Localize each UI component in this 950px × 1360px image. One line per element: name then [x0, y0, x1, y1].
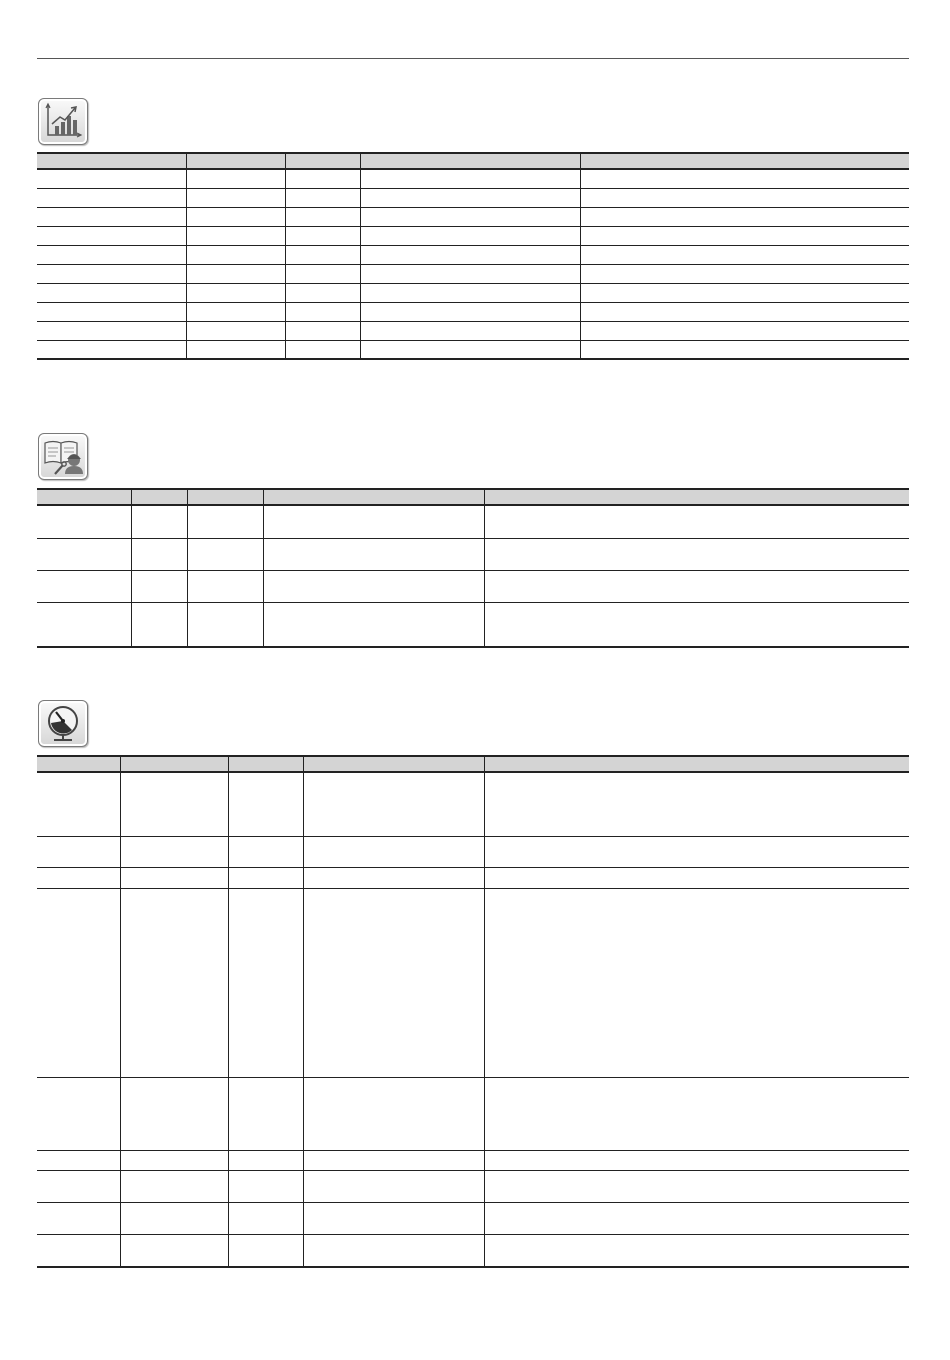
- table-cell: [303, 1077, 484, 1150]
- table-row: [37, 207, 909, 226]
- table3-header-2: [120, 756, 228, 772]
- table-cell: [263, 538, 484, 570]
- table-row: [37, 836, 909, 867]
- table-cell: [360, 226, 580, 245]
- table3-header-1: [37, 756, 120, 772]
- table-cell: [228, 867, 303, 888]
- table-cell: [484, 1077, 909, 1150]
- table-row: [37, 1150, 909, 1170]
- table-cell: [484, 888, 909, 1077]
- table-row: [37, 1234, 909, 1267]
- table1-header-2: [186, 153, 285, 169]
- table-cell: [131, 538, 187, 570]
- top-rule: [37, 58, 909, 59]
- table-cell: [37, 1150, 120, 1170]
- table-cell: [228, 836, 303, 867]
- table-cell: [120, 1150, 228, 1170]
- table-cell: [484, 836, 909, 867]
- table-cell: [303, 772, 484, 836]
- table-cell: [285, 207, 360, 226]
- table-cell: [186, 283, 285, 302]
- table-row: [37, 226, 909, 245]
- chart-growth-icon: [38, 98, 88, 145]
- table-cell: [303, 867, 484, 888]
- table-cell: [228, 888, 303, 1077]
- table-row: [37, 570, 909, 602]
- data-table-3: [37, 755, 909, 1268]
- table-cell: [360, 245, 580, 264]
- table-cell: [580, 207, 909, 226]
- table-cell: [186, 207, 285, 226]
- table-cell: [37, 226, 186, 245]
- table-cell: [120, 836, 228, 867]
- table3-header-4: [303, 756, 484, 772]
- table-cell: [120, 1234, 228, 1267]
- table-cell: [37, 570, 131, 602]
- table-row: [37, 867, 909, 888]
- table-cell: [484, 1150, 909, 1170]
- table-cell: [580, 245, 909, 264]
- table-cell: [37, 538, 131, 570]
- table-row: [37, 245, 909, 264]
- table-cell: [37, 340, 186, 359]
- table-cell: [484, 1170, 909, 1202]
- table-cell: [303, 1150, 484, 1170]
- table-cell: [131, 602, 187, 647]
- table-cell: [360, 302, 580, 321]
- table-row: [37, 888, 909, 1077]
- table-cell: [186, 340, 285, 359]
- data-table-2: [37, 488, 909, 648]
- table-cell: [37, 1077, 120, 1150]
- table-row: [37, 538, 909, 570]
- table-cell: [37, 888, 120, 1077]
- table-cell: [484, 538, 909, 570]
- table-cell: [285, 226, 360, 245]
- table-cell: [484, 1202, 909, 1234]
- table2-header-2: [131, 489, 187, 505]
- table-cell: [37, 1202, 120, 1234]
- table-cell: [285, 188, 360, 207]
- table-cell: [187, 570, 263, 602]
- table-cell: [285, 245, 360, 264]
- table-cell: [228, 772, 303, 836]
- table-cell: [120, 1077, 228, 1150]
- table-row: [37, 602, 909, 647]
- table-cell: [37, 302, 186, 321]
- table-cell: [37, 1234, 120, 1267]
- table-cell: [37, 602, 131, 647]
- table-cell: [131, 570, 187, 602]
- table-row: [37, 1202, 909, 1234]
- table-cell: [120, 772, 228, 836]
- table1-header-5: [580, 153, 909, 169]
- table-cell: [37, 505, 131, 538]
- table-cell: [37, 245, 186, 264]
- table-cell: [186, 188, 285, 207]
- table-row: [37, 264, 909, 283]
- table-cell: [484, 772, 909, 836]
- table-cell: [303, 888, 484, 1077]
- table-row: [37, 1170, 909, 1202]
- table-cell: [580, 169, 909, 188]
- table-cell: [580, 321, 909, 340]
- table-cell: [187, 602, 263, 647]
- table-cell: [580, 302, 909, 321]
- table-cell: [484, 1234, 909, 1267]
- table-row: [37, 321, 909, 340]
- table-cell: [131, 505, 187, 538]
- table-cell: [360, 264, 580, 283]
- table-cell: [37, 867, 120, 888]
- table-cell: [484, 505, 909, 538]
- table-cell: [303, 1202, 484, 1234]
- table-cell: [303, 1234, 484, 1267]
- table-row: [37, 169, 909, 188]
- table-cell: [580, 283, 909, 302]
- table1-header-4: [360, 153, 580, 169]
- table-cell: [37, 169, 186, 188]
- table-cell: [187, 505, 263, 538]
- table-cell: [120, 1170, 228, 1202]
- table-cell: [580, 188, 909, 207]
- table-cell: [580, 340, 909, 359]
- table-cell: [360, 188, 580, 207]
- table-cell: [228, 1170, 303, 1202]
- table-row: [37, 772, 909, 836]
- table-row: [37, 1077, 909, 1150]
- table-cell: [228, 1077, 303, 1150]
- table-cell: [285, 340, 360, 359]
- table-cell: [37, 283, 186, 302]
- table-cell: [37, 264, 186, 283]
- table-cell: [285, 283, 360, 302]
- table-cell: [484, 602, 909, 647]
- table-cell: [360, 340, 580, 359]
- table1-header-1: [37, 153, 186, 169]
- table3-header-5: [484, 756, 909, 772]
- table-cell: [263, 505, 484, 538]
- table-cell: [120, 888, 228, 1077]
- table-cell: [228, 1150, 303, 1170]
- table-cell: [186, 169, 285, 188]
- table-cell: [484, 867, 909, 888]
- table-cell: [186, 245, 285, 264]
- table3-header-3: [228, 756, 303, 772]
- table-cell: [120, 867, 228, 888]
- table-cell: [303, 836, 484, 867]
- table-cell: [263, 602, 484, 647]
- maintenance-manual-icon: [38, 433, 88, 480]
- table-cell: [285, 321, 360, 340]
- table-row: [37, 188, 909, 207]
- table-cell: [186, 264, 285, 283]
- table-cell: [187, 538, 263, 570]
- table-cell: [303, 1170, 484, 1202]
- table-cell: [484, 570, 909, 602]
- table-cell: [360, 283, 580, 302]
- table-row: [37, 302, 909, 321]
- table-cell: [228, 1202, 303, 1234]
- table-cell: [360, 207, 580, 226]
- table-row: [37, 340, 909, 359]
- data-table-1: [37, 152, 909, 360]
- table-cell: [37, 1170, 120, 1202]
- table-cell: [285, 264, 360, 283]
- table-cell: [360, 169, 580, 188]
- table-cell: [186, 226, 285, 245]
- table2-header-3: [187, 489, 263, 505]
- table-row: [37, 283, 909, 302]
- table-cell: [186, 321, 285, 340]
- table2-header-5: [484, 489, 909, 505]
- table-cell: [263, 570, 484, 602]
- table-cell: [285, 302, 360, 321]
- table-cell: [37, 207, 186, 226]
- table-cell: [285, 169, 360, 188]
- table-cell: [580, 264, 909, 283]
- table-cell: [37, 321, 186, 340]
- table-cell: [37, 836, 120, 867]
- table-cell: [360, 321, 580, 340]
- table-cell: [228, 1234, 303, 1267]
- table-cell: [120, 1202, 228, 1234]
- table1-header-3: [285, 153, 360, 169]
- table-row: [37, 505, 909, 538]
- table-cell: [580, 226, 909, 245]
- table2-header-4: [263, 489, 484, 505]
- table-cell: [186, 302, 285, 321]
- table-cell: [37, 188, 186, 207]
- table-cell: [37, 772, 120, 836]
- table2-header-1: [37, 489, 131, 505]
- pressure-gauge-icon: [38, 700, 88, 747]
